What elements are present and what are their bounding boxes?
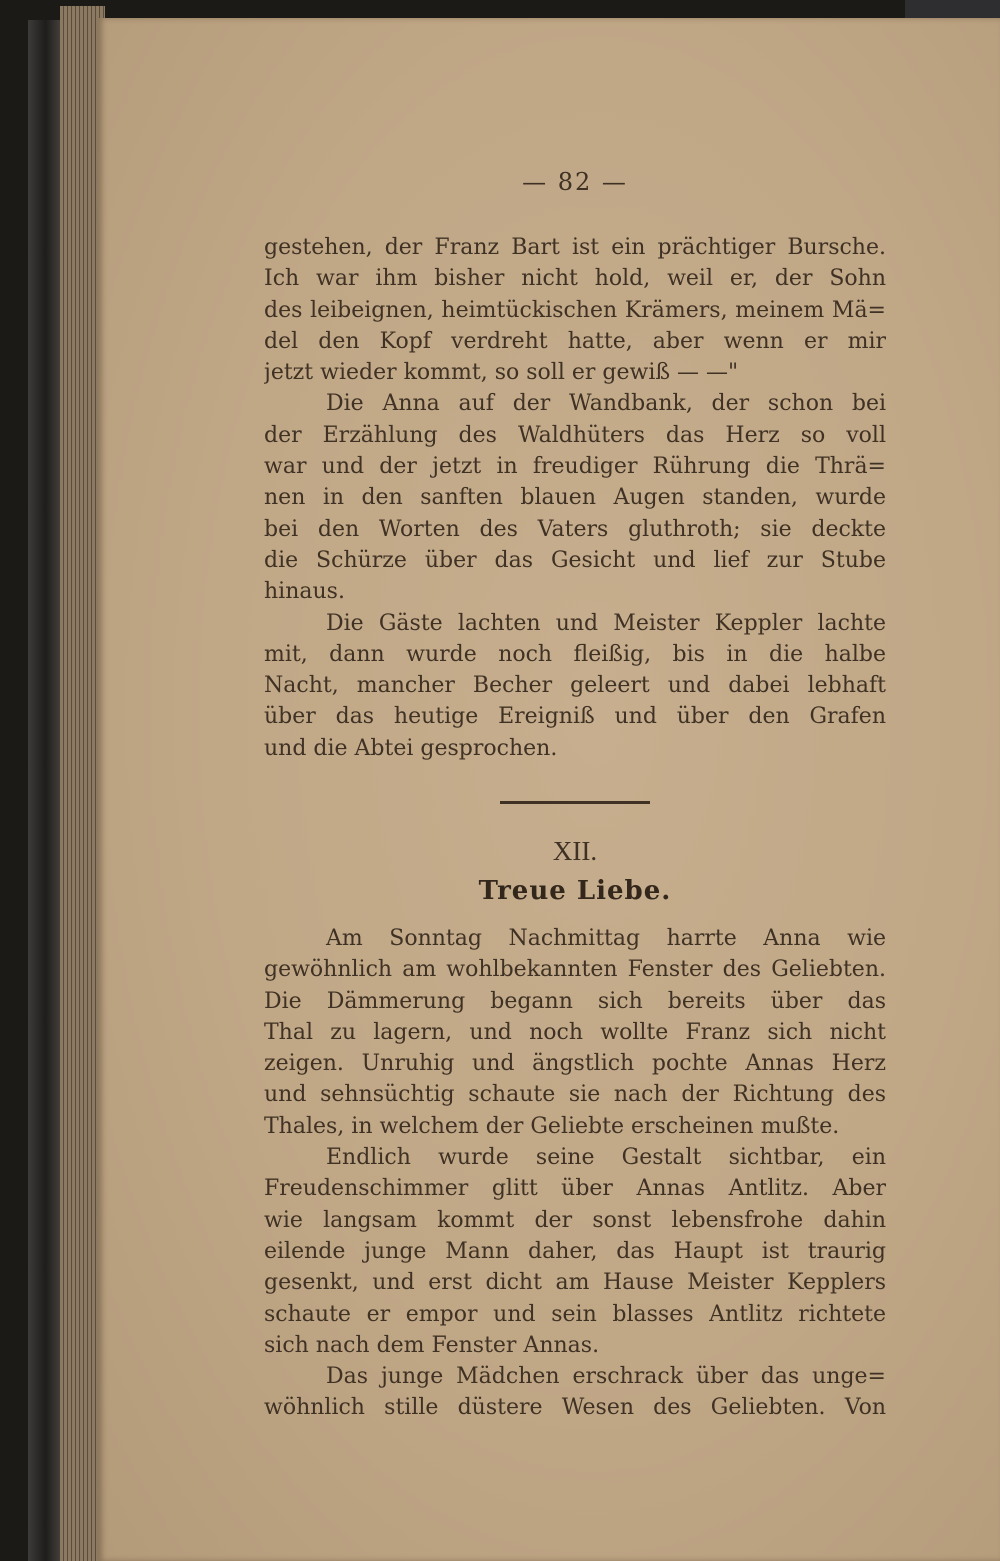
- text-line: wie langsam kommt der sonst lebensfrohe dahin: [264, 1207, 886, 1233]
- text-line: Das junge Mädchen erschrack über das unge=: [326, 1364, 886, 1390]
- text-line: Thales, in welchem der Geliebte erscheinen mußte.: [264, 1113, 840, 1139]
- text-line: gewöhnlich am wohlbekannten Fenster des Geliebten.: [264, 957, 886, 983]
- text-line: schaute er empor und sein blasses Antlitz richtete: [264, 1301, 886, 1327]
- text-line: Freudenschimmer glitt über Annas Antlitz. Aber: [264, 1176, 886, 1202]
- text-line: Ich war ihm bisher nicht hold, weil er, der Sohn: [264, 266, 886, 292]
- text-line: und die Abtei gesprochen.: [264, 735, 558, 761]
- text-line: mit, dann wurde noch fleißig, bis in die halbe: [264, 641, 886, 667]
- text-line: über das heutige Ereigniß und über den Grafen: [264, 704, 886, 730]
- text-line: hinaus.: [264, 579, 345, 605]
- text-line: Am Sonntag Nachmittag harrte Anna wie: [326, 926, 886, 951]
- paragraph-block-bottom: [264, 923, 886, 1424]
- text-line: nen in den sanften blauen Augen standen, wurde: [264, 485, 886, 511]
- text-line: und sehnsüchtig schaute sie nach der Richtung des: [264, 1082, 886, 1108]
- text-line: Nacht, mancher Becher geleert und dabei lebhaft: [264, 673, 886, 699]
- text-line: gesenkt, und erst dicht am Hause Meister Kepplers: [264, 1270, 886, 1296]
- text-line: Die Gäste lachten und Meister Keppler lachte: [326, 610, 886, 636]
- text-line: Die Dämmerung begann sich bereits über das: [264, 988, 886, 1014]
- text-line: des leibeignen, heimtückischen Krämers, meinem Mä=: [264, 297, 886, 323]
- text-line: zeigen. Unruhig und ängstlich pochte Annas Herz: [264, 1051, 886, 1077]
- text-line: del den Kopf verdreht hatte, aber wenn er mir: [264, 328, 886, 354]
- text-line: eilende junge Mann daher, das Haupt ist traurig: [264, 1238, 886, 1264]
- text-line: gestehen, der Franz Bart ist ein prächtiger Bursche.: [264, 235, 886, 260]
- chapter-title: Treue Liebe.: [478, 876, 672, 906]
- chapter-number: XII.: [552, 836, 598, 866]
- text-line: Die Anna auf der Wandbank, der schon bei: [326, 391, 886, 417]
- page-number: — 82 —: [522, 168, 628, 196]
- text-line: bei den Worten des Vaters gluthroth; sie deckte: [264, 516, 886, 542]
- text-line: Endlich wurde seine Gestalt sichtbar, ein: [326, 1145, 886, 1171]
- text-line: der Erzählung des Waldhüters das Herz so voll: [264, 422, 886, 448]
- paragraph-block-top: [264, 232, 886, 764]
- text-line: war und der jetzt in freudiger Rührung die Thrä=: [264, 454, 886, 480]
- text-line: jetzt wieder kommt, so soll er gewiß — —": [264, 360, 739, 386]
- section-divider-rule: [500, 801, 650, 804]
- text-line: sich nach dem Fenster Annas.: [264, 1332, 600, 1358]
- text-line: wöhnlich stille düstere Wesen des Geliebten. Von: [264, 1395, 886, 1421]
- text-line: die Schürze über das Gesicht und lief zur Stube: [264, 547, 886, 573]
- text-line: Thal zu lagern, und noch wollte Franz sich nicht: [264, 1019, 886, 1045]
